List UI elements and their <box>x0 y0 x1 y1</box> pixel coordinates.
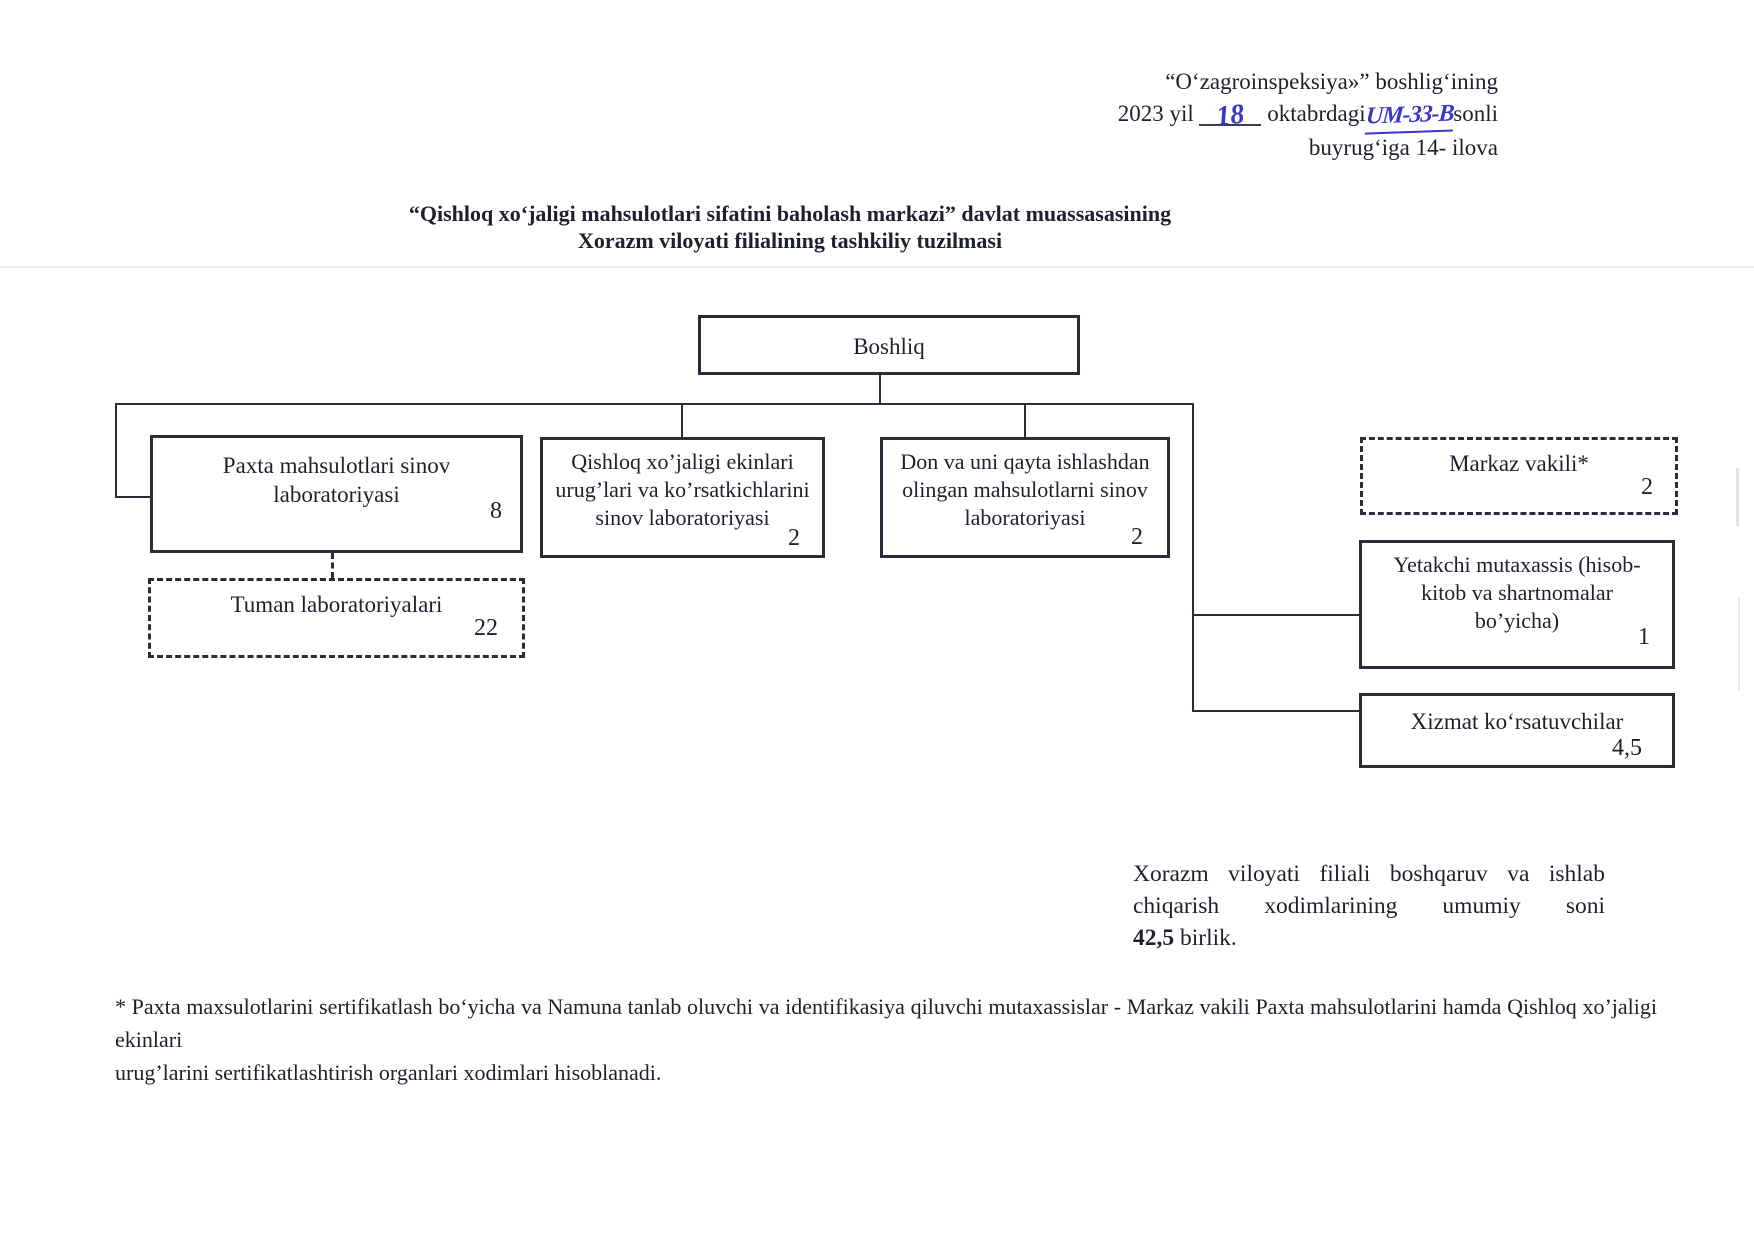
connector-qishloq-drop <box>681 403 683 437</box>
org-node-label-line: Xizmat ko‘rsatuvchilar <box>1410 709 1624 734</box>
staff-count: 2 <box>1131 524 1143 550</box>
org-node-label-line: laboratoriyasi <box>273 482 400 507</box>
connector-xizmat-stub <box>1192 710 1359 712</box>
org-node-label <box>1362 551 1672 635</box>
connector-left-elbow-vertical <box>115 403 117 498</box>
handwritten-day: 18 <box>1215 98 1247 133</box>
connector-horizontal-main <box>115 403 1194 405</box>
staff-count: 1 <box>1638 624 1650 650</box>
connector-yetakchi-stub <box>1192 614 1359 616</box>
staff-count: 8 <box>490 498 502 524</box>
org-node-label <box>151 590 522 619</box>
page-title-line1: “Qishloq xo‘jaligi mahsulotlari sifatini baholash markazi” davlat muassasasining <box>408 201 1172 226</box>
approval-note-date-prefix: 2023 yil <box>1117 101 1194 126</box>
handwritten-day-slot <box>1199 98 1261 133</box>
org-node-boshliq <box>698 315 1080 375</box>
org-node-label <box>1363 449 1675 478</box>
staff-count: 2 <box>788 525 800 551</box>
org-node-qishloq-ekinlari-laboratoriyasi <box>540 437 825 558</box>
org-node-label <box>153 451 520 509</box>
approval-note-line2 <box>1118 98 1498 132</box>
handwritten-order-number: UM-33-B <box>1364 97 1454 134</box>
total-staff-summary-line3 <box>1133 922 1605 954</box>
connector-left-elbow-horizontal <box>115 496 153 498</box>
org-node-label-line: Tuman laboratoriyalari <box>230 592 443 617</box>
org-node-label-line: Paxta mahsulotlari sinov <box>222 453 451 478</box>
org-node-label-line: kitob va shartnomalar <box>1421 580 1613 605</box>
total-staff-summary <box>1133 858 1605 954</box>
org-node-label-line: bo’yicha) <box>1474 608 1560 633</box>
org-node-don-laboratoriyasi <box>880 437 1170 558</box>
page-title-line2: Xorazm viloyati filialining tashkiliy tuzilmasi <box>577 228 1003 253</box>
approval-note-date-middle: oktabrdagi <box>1267 101 1366 126</box>
approval-note-line3: buyrug‘iga 14- ilova <box>1308 135 1498 160</box>
org-node-label <box>701 332 1077 361</box>
org-node-label-line: Markaz vakili* <box>1449 451 1589 476</box>
connector-boshliq-drop <box>879 375 881 403</box>
staff-count: 22 <box>474 615 498 641</box>
org-node-label <box>1362 707 1672 736</box>
footnote-line1: * Paxta maxsulotlarini sertifikatlash bo‘yicha va Namuna tanlab oluvchi va identifikasiya qiluvchi mutaxassislar - Markaz vakili Paxta mahsulotlarini hamda Qishloq xo’jaligi ekinlari <box>115 994 1657 1052</box>
org-node-label-line: urug’lari va ko’rsatkichlarini <box>555 477 810 502</box>
connector-right-vertical <box>1192 403 1194 712</box>
approval-note-line1: “O‘zagroinspeksiya»” boshlig‘ining <box>1165 69 1498 94</box>
org-node-paxta-laboratoriyasi <box>150 435 523 553</box>
org-node-label-line: Qishloq xo’jaligi ekinlari <box>571 449 794 474</box>
scan-fold-line <box>0 266 1754 268</box>
footnote-line2: urug’larini sertifikatlashtirish organlari xodimlari hisoblanadi. <box>115 1060 662 1085</box>
connector-tuman-dashed-drop <box>331 553 334 578</box>
footnote <box>115 990 1657 1089</box>
approval-note-date-suffix: sonli <box>1453 101 1498 126</box>
staff-count: 2 <box>1641 474 1653 500</box>
approval-note <box>1118 66 1498 164</box>
total-staff-summary-line1: Xorazm viloyati filiali boshqaruv va ishlab <box>1133 861 1605 887</box>
org-node-label <box>883 448 1167 532</box>
total-staff-unit: birlik. <box>1174 925 1237 951</box>
org-node-markaz-vakili <box>1360 437 1678 515</box>
org-node-xizmat-korsatuvchilar <box>1359 693 1675 768</box>
page-title <box>120 200 1460 254</box>
org-node-label-line: laboratoriyasi <box>964 505 1086 530</box>
org-node-tuman-laboratoriyalari <box>148 578 525 658</box>
scan-edge-artifact <box>1738 598 1740 690</box>
total-staff-summary-line2: chiqarish xodimlarining umumiy soni <box>1133 893 1605 919</box>
scan-edge-artifact <box>1736 468 1739 526</box>
org-node-label <box>543 448 822 532</box>
org-node-label-line: Don va uni qayta ishlashdan <box>900 449 1150 474</box>
org-node-label-line: Boshliq <box>853 334 925 359</box>
org-node-label-line: Yetakchi mutaxassis (hisob- <box>1393 552 1641 577</box>
org-node-yetakchi-mutaxassis <box>1359 540 1675 669</box>
connector-don-drop <box>1024 403 1026 437</box>
total-staff-count: 42,5 <box>1133 925 1175 951</box>
org-node-label-line: sinov laboratoriyasi <box>595 505 770 530</box>
staff-count: 4,5 <box>1612 735 1642 761</box>
org-node-label-line: olingan mahsulotlarni sinov <box>902 477 1148 502</box>
